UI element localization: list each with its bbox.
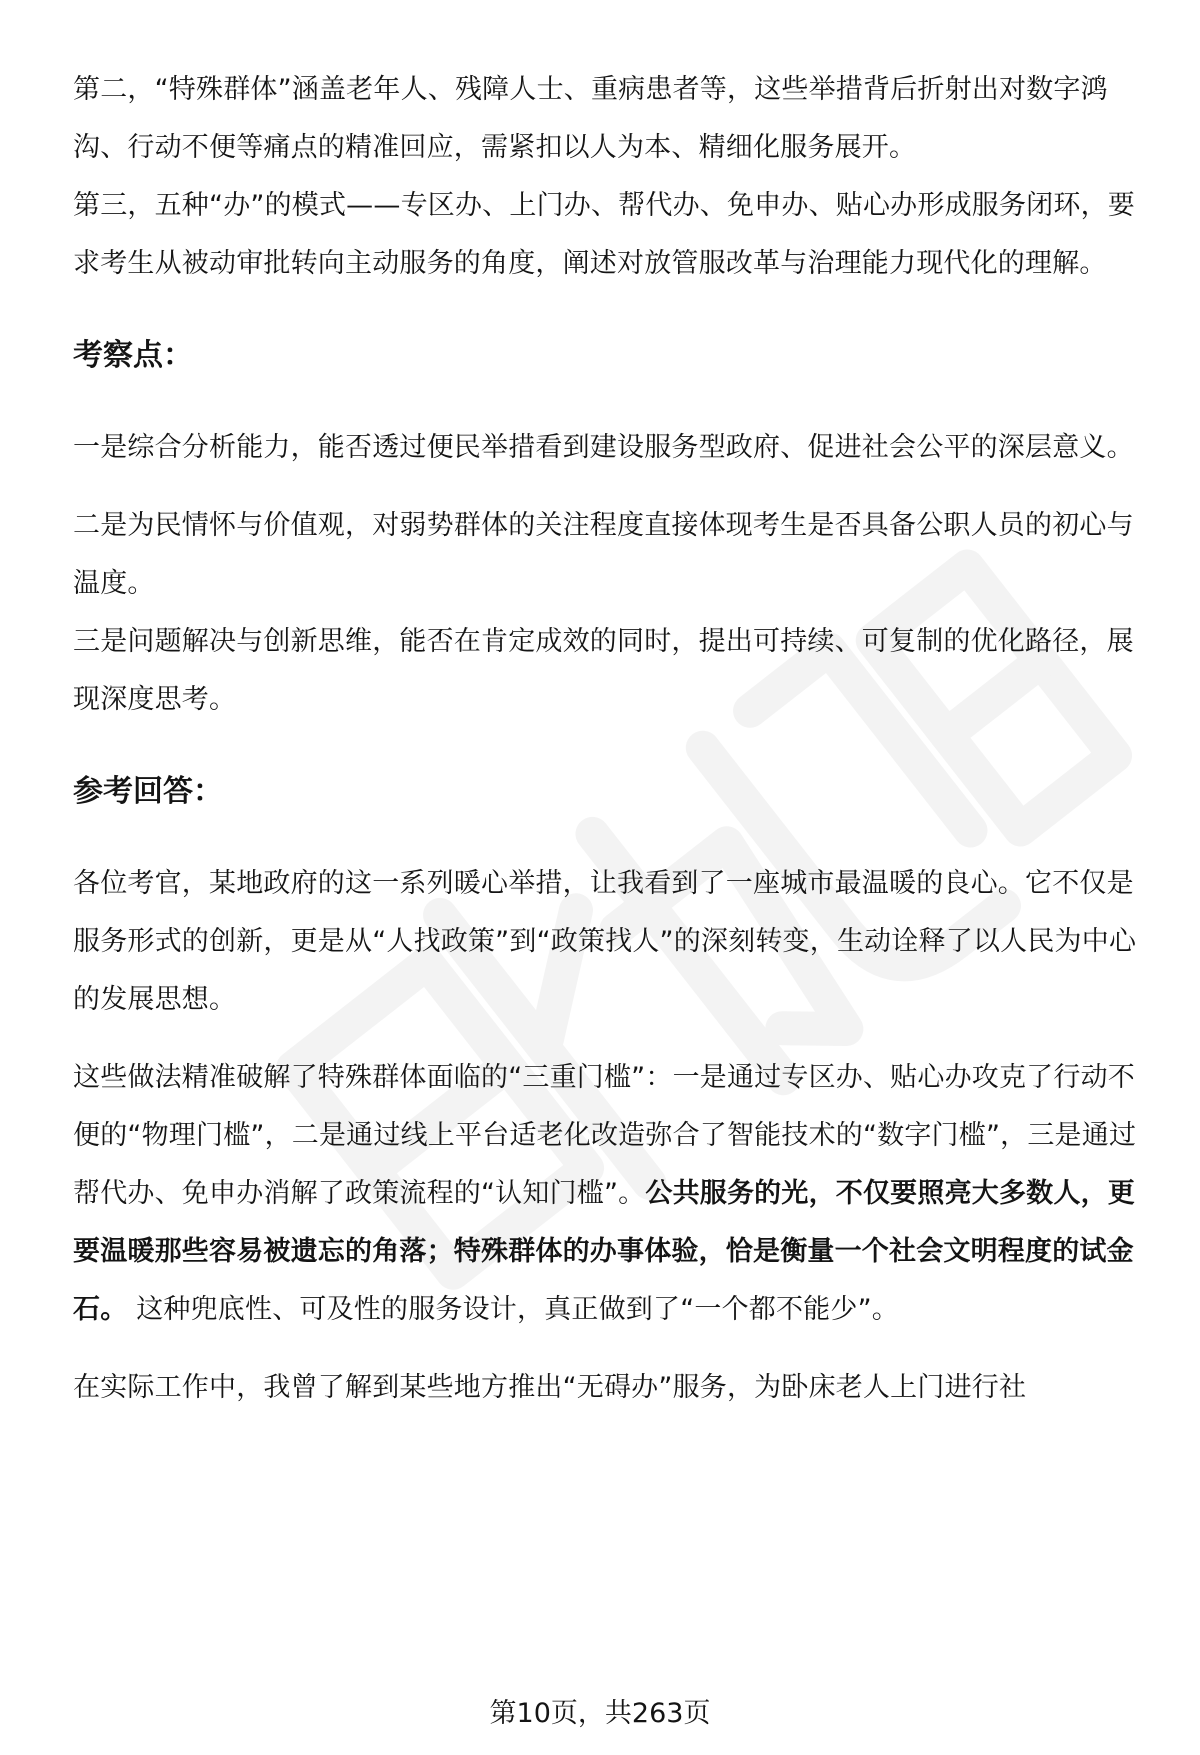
section-heading-points: 考察点： [73, 338, 193, 373]
points-paragraph-3: 三是问题解决与创新思维，能否在肯定成效的同时，提出可持续、可复制的优化路径，展现深度思考。 [73, 626, 1134, 715]
answer-paragraph-2-text-a: 这些做法精准破解了特殊群体面临的“三重门槛”：一是通过专区办、贴心办攻克了行动不便的“物理门槛”，二是通过线上平台适老化改造弥合了智能技术的“数字门槛”，三是通过帮代办、免申办消解了政策流程的“认知门槛”。 [73, 1062, 1137, 1209]
points-paragraph-2: 二是为民情怀与价值观，对弱势群体的关注程度直接体现考生是否具备公职人员的初心与温度。 [73, 510, 1134, 599]
page-number-footer: 第10页，共263页 [489, 1698, 711, 1729]
section-heading-answer: 参考回答： [73, 774, 223, 809]
intro-paragraph-3: 第三，五种“办”的模式——专区办、上门办、帮代办、免申办、贴心办形成服务闭环，要求考生从被动审批转向主动服务的角度，阐述对放管服改革与治理能力现代化的理解。 [73, 190, 1135, 279]
points-paragraph-1: 一是综合分析能力，能否透过便民举措看到建设服务型政府、促进社会公平的深层意义。 [73, 432, 1134, 463]
answer-paragraph-2 [73, 1049, 1153, 1339]
answer-paragraph-3: 在实际工作中，我曾了解到某些地方推出“无碍办”服务，为卧床老人上门进行社 [73, 1372, 1027, 1403]
answer-paragraph-1: 各位考官，某地政府的这一系列暖心举措，让我看到了一座城市最温暖的良心。它不仅是服务形式的创新，更是从“人找政策”到“政策找人”的深刻转变，生动诠释了以人民为中心的发展思想。 [73, 868, 1137, 1015]
intro-paragraph-2: 第二，“特殊群体”涵盖老年人、残障人士、重病患者等，这些举措背后折射出对数字鸿沟、行动不便等痛点的精准回应，需紧扣以人为本、精细化服务展开。 [73, 74, 1108, 163]
answer-emphasis-text: 公共服务的光，不仅要照亮大多数人，更要温暖那些容易被遗忘的角落；特殊群体的办事体验，恰是衡量一个社会文明程度的试金石。 [73, 1178, 1135, 1325]
document-body [73, 61, 1153, 1417]
answer-paragraph-2-text-b: 这种兜底性、可及性的服务设计，真正做到了“一个都不能少”。 [127, 1294, 899, 1325]
